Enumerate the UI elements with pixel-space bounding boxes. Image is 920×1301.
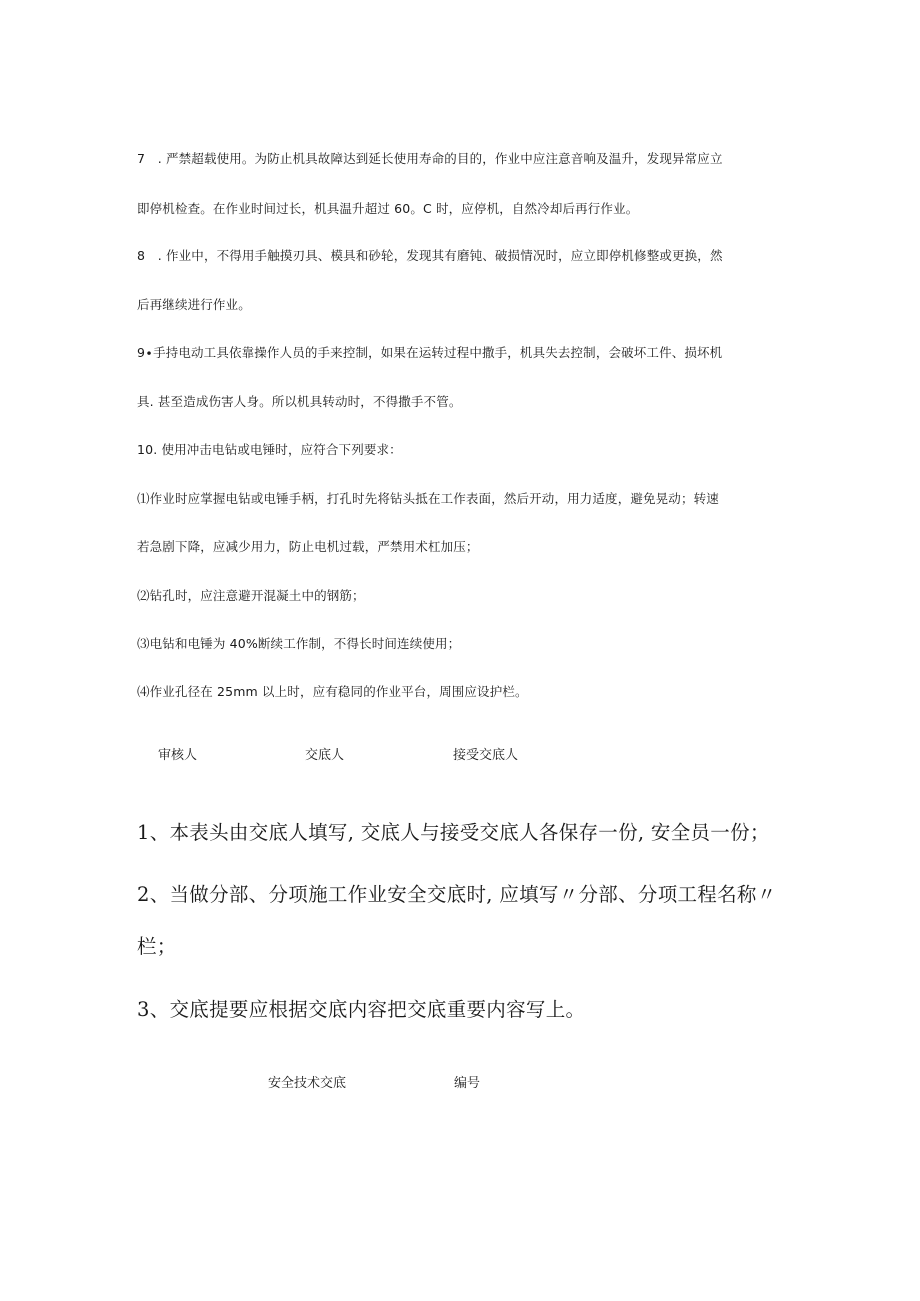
note-3: 3、交底提要应根据交底内容把交底重要内容写上。 [137,998,586,1021]
reviewer-label: 审核人 [158,748,198,763]
presenter-label: 交底人 [305,748,345,763]
note-2: 2、当做分部、分项施工作业安全交底时, 应填写〃分部、分项工程名称〃 [137,883,777,906]
body-line-item-9: 9∙手持电动工具依靠操作人员的手来控制，如果在运转过程中撒手，机具失去控制，会破坏工件、损坏机 [137,345,723,360]
body-line-item-8: 8 . 作业中，不得用手触摸刃具、模具和砂轮，发现其有磨钝、破损情况时，应立即停机修整或更换，然 [137,248,723,263]
body-line-subitem-1-cont: 若急剧下降，应减少用力，防止电机过载，严禁用术杠加压； [137,539,479,554]
body-line-subitem-1: ⑴作业时应掌握电钻或电锤手柄，打孔时先将钻头抵在工作表面，然后开动，用力适度，避免晃动；转速 [137,491,719,506]
body-line-item-8-cont: 后再继续进行作业。 [137,297,251,312]
body-line-item-10: 10. 使用冲击电钻或电锤时，应符合下列要求： [137,442,402,457]
body-line-item-7: 7 . 严禁超载使用。为防止机具故障达到延长使用寿命的目的，作业中应注意音响及温升，发现异常应立 [137,151,723,166]
body-line-item-9-cont: 具. 甚至造成伤害人身。所以机具转动时，不得撒手不管。 [137,394,462,409]
note-1: 1、本表头由交底人填写, 交底人与接受交底人各保存一份, 安全员一份； [137,821,770,844]
form-title: 安全技术交底 [268,1076,347,1091]
receiver-label: 接受交底人 [453,748,519,763]
form-number-label: 编号 [454,1076,481,1091]
body-line-item-7-cont: 即停机检查。在作业时间过长，机具温升超过 60。C 时，应停机，自然冷却后再行作业。 [137,201,639,216]
body-line-subitem-3: ⑶电钻和电锤为 40%断续工作制，不得长时间连续使用； [137,636,461,651]
body-line-subitem-4: ⑷作业孔径在 25mm 以上时，应有稳同的作业平台，周围应设护栏。 [137,684,528,699]
body-line-subitem-2: ⑵钻孔时，应注意避开混凝土中的钢筋； [137,588,365,603]
note-2-cont: 栏； [137,935,177,958]
